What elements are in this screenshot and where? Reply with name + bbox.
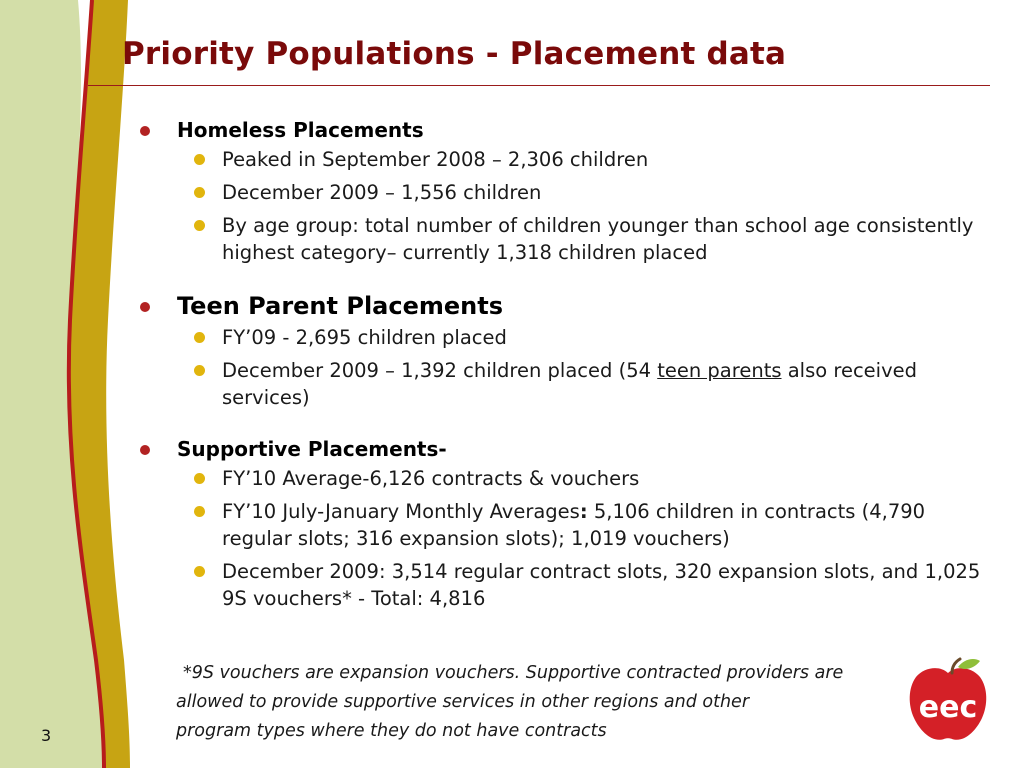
- section-supportive: [140, 435, 990, 612]
- bullet-dot-icon: [194, 154, 205, 165]
- teen-parents-link[interactable]: teen parents: [657, 359, 782, 382]
- list-item: Peaked in September 2008 – 2,306 children: [140, 146, 990, 173]
- list-item: December 2009 – 1,392 children placed (54 teen parents also received services): [140, 357, 990, 411]
- section-heading: Teen Parent Placements: [177, 292, 503, 320]
- bullet-dot-icon: [194, 506, 205, 517]
- list-item: FY’09 - 2,695 children placed: [140, 324, 990, 351]
- bullet-dot-icon: [140, 445, 150, 455]
- footnote-line: *9S vouchers are expansion vouchers. Supportive contracted providers are: [183, 663, 844, 683]
- slide-content: [140, 116, 990, 636]
- section-teen-parent: [140, 290, 990, 411]
- footnote-line: program types where they do not have contracts: [176, 721, 607, 741]
- title-divider: [88, 85, 990, 86]
- list-item: FY’10 July-January Monthly Averages: 5,106 children in contracts (4,790 regular slots; 316 expansion slots); 1,019 vouchers): [140, 498, 990, 552]
- bullet-dot-icon: [140, 126, 150, 136]
- bullet-dot-icon: [194, 365, 205, 376]
- bullet-dot-icon: [194, 187, 205, 198]
- section-heading: Supportive Placements-: [177, 437, 447, 461]
- section-homeless: [140, 116, 990, 266]
- decorative-sidebar-band: [0, 0, 140, 768]
- bullet-dot-icon: [194, 332, 205, 343]
- logo-text: eec: [918, 690, 978, 725]
- list-item: December 2009: 3,514 regular contract slots, 320 expansion slots, and 1,025 9S vouchers* - Total: 4,816: [140, 558, 990, 612]
- list-item: December 2009 – 1,556 children: [140, 179, 990, 206]
- bullet-dot-icon: [194, 473, 205, 484]
- footnote: [176, 659, 976, 746]
- bullet-list: [140, 324, 990, 411]
- footnote-line: allowed to provide supportive services in other regions and other: [176, 692, 750, 712]
- bullet-list: [140, 465, 990, 612]
- eec-apple-logo: [902, 655, 994, 747]
- list-item: By age group: total number of children younger than school age consistently highest category– currently 1,318 children placed: [140, 212, 990, 266]
- slide-title: Priority Populations - Placement data: [122, 36, 787, 72]
- bullet-dot-icon: [140, 302, 150, 312]
- bullet-dot-icon: [194, 566, 205, 577]
- list-item: FY’10 Average-6,126 contracts & vouchers: [140, 465, 990, 492]
- bullet-dot-icon: [194, 220, 205, 231]
- bullet-list: [140, 146, 990, 266]
- page-number: 3: [41, 726, 52, 745]
- section-heading: Homeless Placements: [177, 118, 424, 142]
